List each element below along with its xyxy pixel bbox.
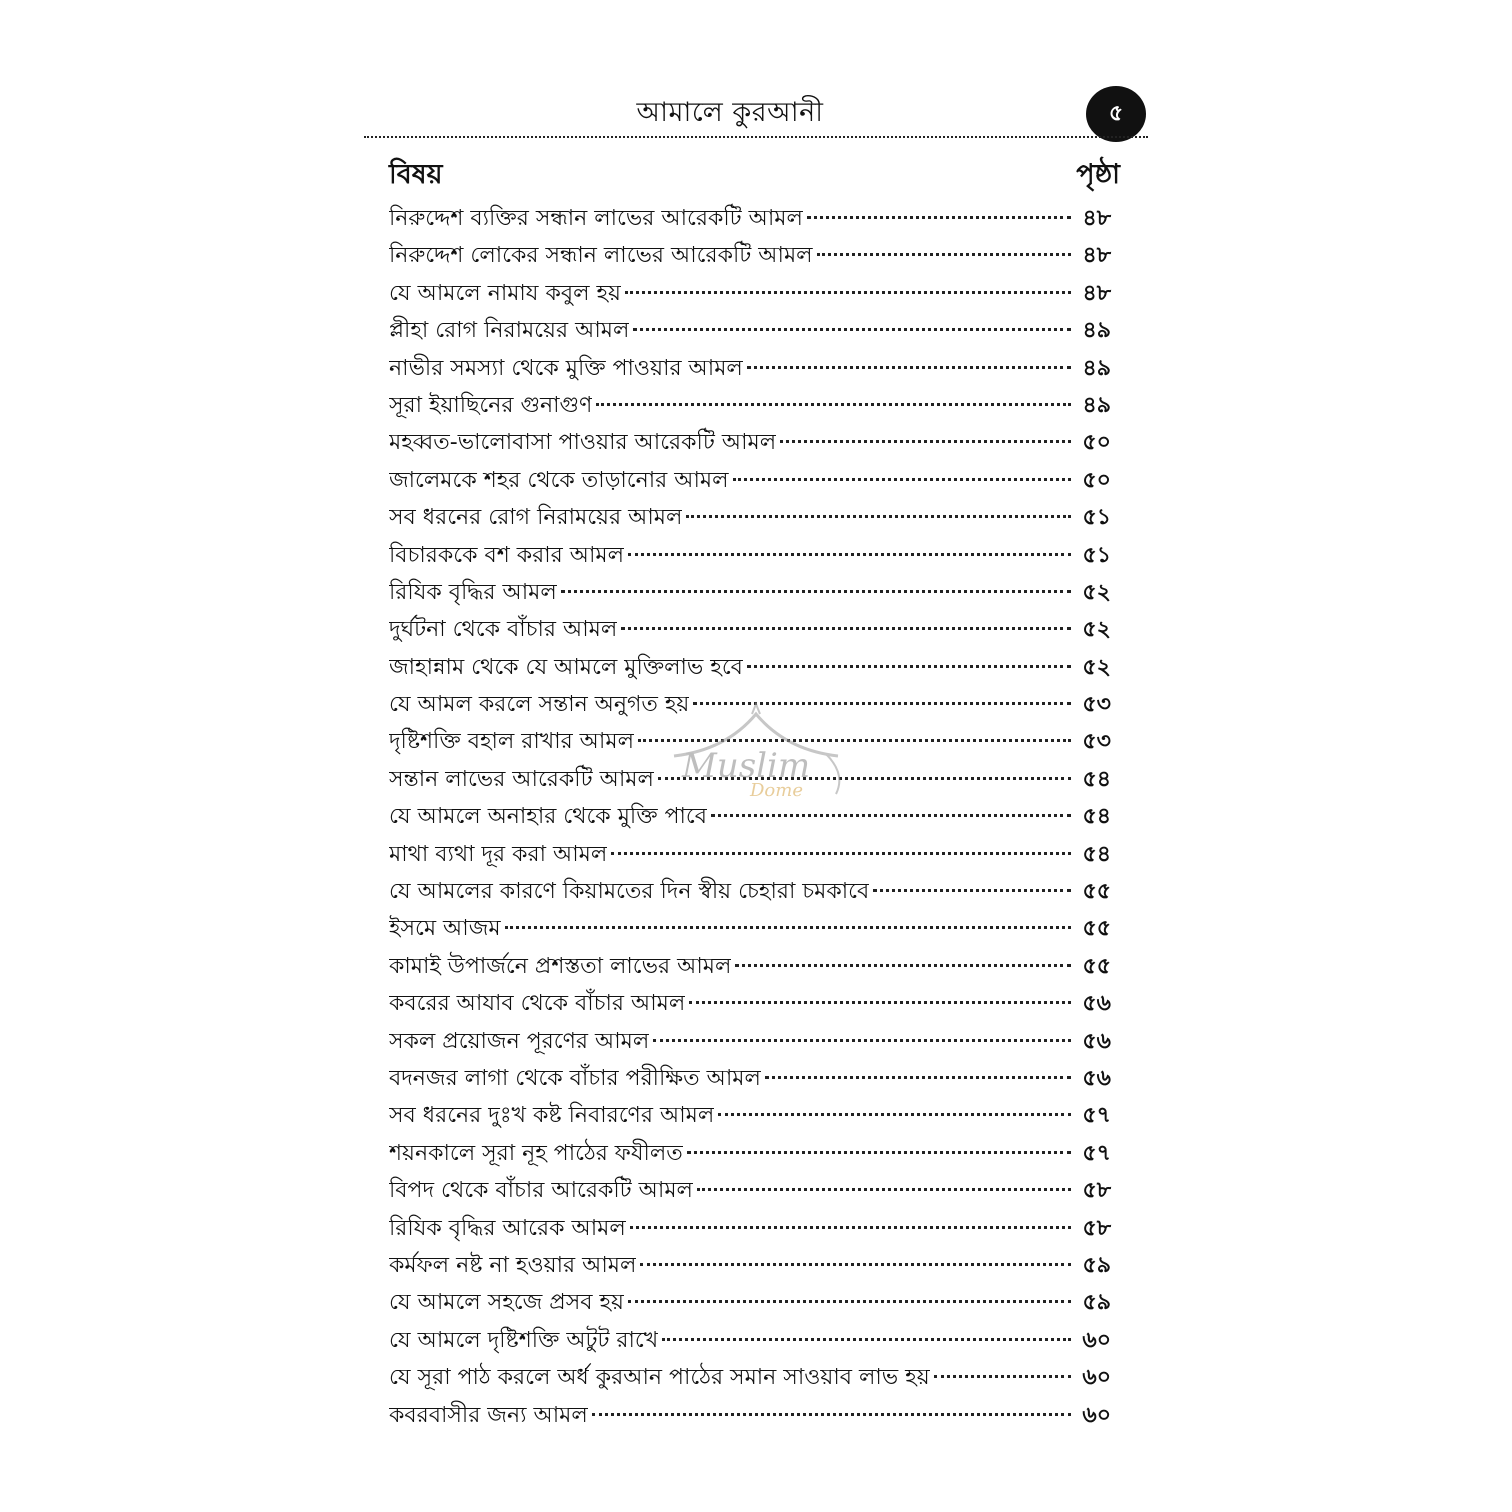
- toc-entry-title: কামাই উপার্জনে প্রশস্ততা লাভের আমল: [389, 953, 732, 979]
- toc-entry: [389, 1060, 1111, 1097]
- toc-dot-leader: [625, 291, 1071, 294]
- toc-entry: [389, 1247, 1111, 1284]
- toc-entry: [389, 424, 1111, 461]
- toc-entry: [389, 537, 1111, 574]
- toc-entry-title: যে আমল করলে সন্তান অনুগত হয়: [389, 692, 690, 718]
- toc-entry-title: রিযিক বৃদ্ধির আমল: [389, 579, 557, 605]
- toc-dot-leader: [561, 590, 1071, 593]
- toc-dot-leader: [611, 852, 1071, 855]
- toc-entry: [389, 948, 1111, 985]
- toc-entry: [389, 1284, 1111, 1321]
- toc-entry-title: যে আমলে দৃষ্টিশক্তি অটুট রাখে: [389, 1327, 659, 1353]
- toc-entry-title: যে সূরা পাঠ করলে অর্ধ কুরআন পাঠের সমান সাওয়াব লাভ হয়: [389, 1365, 930, 1391]
- toc-entry-page: ৬০: [1082, 1402, 1111, 1428]
- toc-entry-title: রিযিক বৃদ্ধির আরেক আমল: [389, 1215, 626, 1241]
- toc-entry-page: ৫৫: [1082, 916, 1111, 942]
- toc-dot-leader: [934, 1375, 1071, 1378]
- book-title: আমালে কুরআনী: [636, 97, 824, 128]
- toc-entry: [389, 387, 1111, 424]
- toc-entry: [389, 237, 1111, 274]
- toc-dot-leader: [628, 553, 1071, 556]
- toc-dot-leader: [662, 1338, 1071, 1341]
- toc-entry: [389, 836, 1111, 873]
- toc-entry: [389, 1097, 1111, 1134]
- toc-entry: [389, 200, 1111, 237]
- header-divider: [364, 136, 1148, 138]
- toc-entry-page: ৬০: [1082, 1327, 1111, 1353]
- toc-entry-page: ৫১: [1082, 505, 1111, 531]
- toc-dot-leader: [658, 777, 1071, 780]
- toc-entry-page: ৫৬: [1082, 1065, 1111, 1091]
- toc-dot-leader: [807, 216, 1071, 219]
- table-of-contents: [389, 200, 1111, 1434]
- toc-dot-leader: [817, 253, 1071, 256]
- toc-entry-page: ৫৪: [1082, 841, 1111, 867]
- toc-entry-title: যে আমলে নামায কবুল হয়: [389, 280, 622, 306]
- toc-entry-title: সন্তান লাভের আরেকটি আমল: [389, 766, 654, 792]
- topic-column-heading: বিষয়: [389, 159, 443, 190]
- toc-entry-title: সব ধরনের রোগ নিরাময়ের আমল: [389, 505, 683, 531]
- toc-dot-leader: [592, 1413, 1071, 1416]
- toc-entry: [389, 1397, 1111, 1434]
- toc-entry-page: ৪৮: [1082, 243, 1111, 269]
- toc-entry: [389, 1322, 1111, 1359]
- toc-dot-leader: [628, 1300, 1071, 1303]
- toc-dot-leader: [687, 1151, 1071, 1154]
- toc-dot-leader: [697, 1188, 1071, 1191]
- toc-entry-page: ৪৮: [1082, 206, 1111, 231]
- toc-entry-title: নিরুদ্দেশ ব্যক্তির সন্ধান লাভের আরেকটি আমল: [389, 206, 803, 231]
- toc-entry: [389, 574, 1111, 611]
- toc-entry-title: নিরুদ্দেশ লোকের সন্ধান লাভের আরেকটি আমল: [389, 243, 813, 269]
- toc-entry: [389, 1135, 1111, 1172]
- toc-dot-leader: [693, 702, 1071, 705]
- toc-entry-page: ৫৯: [1082, 1290, 1111, 1316]
- toc-entry: [389, 910, 1111, 947]
- toc-entry-page: ৫২: [1082, 617, 1111, 643]
- toc-entry-page: ৪৮: [1082, 280, 1111, 306]
- toc-entry: [389, 761, 1111, 798]
- watermark-text-muslim: Muslim: [682, 746, 811, 786]
- toc-dot-leader: [735, 964, 1071, 967]
- toc-entry-page: ৫০: [1082, 467, 1111, 493]
- toc-entry-title: যে আমলে সহজে প্রসব হয়: [389, 1290, 625, 1316]
- toc-entry-title: দৃষ্টিশক্তি বহাল রাখার আমল: [389, 729, 634, 755]
- toc-entry-title: কর্মফল নষ্ট না হওয়ার আমল: [389, 1252, 637, 1278]
- toc-entry-title: সব ধরনের দুঃখ কষ্ট নিবারণের আমল: [389, 1103, 715, 1129]
- toc-entry-page: ৫৯: [1082, 1252, 1111, 1278]
- toc-entry-title: মহব্বত-ভালোবাসা পাওয়ার আরেকটি আমল: [389, 430, 777, 456]
- toc-entry: [389, 1210, 1111, 1247]
- toc-entry-title: প্লীহা রোগ নিরাময়ের আমল: [389, 318, 630, 344]
- toc-entry-page: ৫৬: [1082, 991, 1111, 1017]
- toc-entry-title: জাহান্নাম থেকে যে আমলে মুক্তিলাভ হবে: [389, 654, 743, 680]
- toc-entry-title: ইসমে আজম: [389, 916, 501, 942]
- toc-entry: [389, 985, 1111, 1022]
- toc-entry-page: ৫৬: [1082, 1028, 1111, 1054]
- toc-entry-page: ৫৩: [1082, 692, 1111, 718]
- toc-dot-leader: [747, 665, 1071, 668]
- toc-entry: [389, 873, 1111, 910]
- toc-entry-title: নাভীর সমস্যা থেকে মুক্তি পাওয়ার আমল: [389, 355, 743, 381]
- toc-entry: [389, 499, 1111, 536]
- toc-entry-title: মাথা ব্যথা দূর করা আমল: [389, 841, 608, 867]
- toc-dot-leader: [689, 1001, 1071, 1004]
- toc-dot-leader: [630, 1226, 1071, 1229]
- toc-entry: [389, 1023, 1111, 1060]
- toc-entry-page: ৫৫: [1082, 879, 1111, 905]
- toc-dot-leader: [873, 889, 1071, 892]
- toc-entry-title: কবরবাসীর জন্য আমল: [389, 1402, 588, 1428]
- toc-dot-leader: [718, 1113, 1071, 1116]
- toc-entry: [389, 275, 1111, 312]
- toc-entry-page: ৫৭: [1082, 1140, 1111, 1166]
- toc-dot-leader: [747, 366, 1071, 369]
- page-column-heading: পৃষ্ঠা: [1076, 159, 1120, 190]
- toc-entry: [389, 350, 1111, 387]
- toc-dot-leader: [621, 627, 1071, 630]
- toc-entry-title: যে আমলে অনাহার থেকে মুক্তি পাবে: [389, 804, 707, 830]
- toc-entry: [389, 798, 1111, 835]
- toc-entry-title: জালেমকে শহর থেকে তাড়ানোর আমল: [389, 467, 729, 493]
- toc-dot-leader: [711, 814, 1071, 817]
- toc-dot-leader: [733, 478, 1072, 481]
- toc-dot-leader: [505, 926, 1071, 929]
- toc-entry-title: সকল প্রয়োজন পূরণের আমল: [389, 1028, 650, 1054]
- toc-entry-page: ৬০: [1082, 1365, 1111, 1391]
- toc-entry: [389, 686, 1111, 723]
- toc-entry-page: ৫২: [1082, 654, 1111, 680]
- toc-dot-leader: [596, 403, 1071, 406]
- toc-entry-page: ৫৮: [1082, 1215, 1111, 1241]
- toc-dot-leader: [653, 1039, 1071, 1042]
- toc-entry: [389, 649, 1111, 686]
- toc-entry-title: বদনজর লাগা থেকে বাঁচার পরীক্ষিত আমল: [389, 1065, 761, 1091]
- page-number-badge: ৫: [1086, 86, 1146, 142]
- toc-entry-title: কবরের আযাব থেকে বাঁচার আমল: [389, 991, 686, 1017]
- toc-entry: [389, 462, 1111, 499]
- toc-dot-leader: [780, 440, 1071, 443]
- toc-entry-page: ৫৮: [1082, 1178, 1111, 1204]
- toc-entry-page: ৪৯: [1082, 392, 1111, 418]
- toc-dot-leader: [686, 515, 1071, 518]
- toc-entry: [389, 1172, 1111, 1209]
- toc-entry-page: ৫৩: [1082, 729, 1111, 755]
- toc-entry-title: বিচারককে বশ করার আমল: [389, 542, 625, 568]
- toc-dot-leader: [640, 1263, 1071, 1266]
- toc-entry-page: ৫১: [1082, 542, 1111, 568]
- toc-entry-title: বিপদ থেকে বাঁচার আরেকটি আমল: [389, 1178, 693, 1204]
- toc-entry-page: ৫০: [1082, 430, 1111, 456]
- toc-entry-title: সূরা ইয়াছিনের গুনাগুণ: [389, 392, 593, 418]
- toc-entry-page: ৫৭: [1082, 1103, 1111, 1129]
- toc-entry-title: যে আমলের কারণে কিয়ামতের দিন স্বীয় চেহারা চমকাবে: [389, 879, 870, 905]
- toc-entry-title: দুর্ঘটনা থেকে বাঁচার আমল: [389, 617, 618, 643]
- toc-entry: [389, 611, 1111, 648]
- toc-entry-page: ৪৯: [1082, 318, 1111, 344]
- toc-entry-title: শয়নকালে সূরা নূহ পাঠের ফযীলত: [389, 1140, 683, 1166]
- toc-dot-leader: [765, 1076, 1071, 1079]
- toc-entry-page: ৫২: [1082, 579, 1111, 605]
- watermark-text-dome: Dome: [750, 780, 803, 801]
- toc-entry-page: ৫৪: [1082, 804, 1111, 830]
- toc-entry-page: ৫৪: [1082, 766, 1111, 792]
- toc-dot-leader: [633, 328, 1071, 331]
- toc-entry: [389, 723, 1111, 760]
- toc-entry-page: ৪৯: [1082, 355, 1111, 381]
- toc-entry-page: ৫৫: [1082, 953, 1111, 979]
- toc-dot-leader: [638, 739, 1071, 742]
- toc-entry: [389, 312, 1111, 349]
- toc-entry: [389, 1359, 1111, 1396]
